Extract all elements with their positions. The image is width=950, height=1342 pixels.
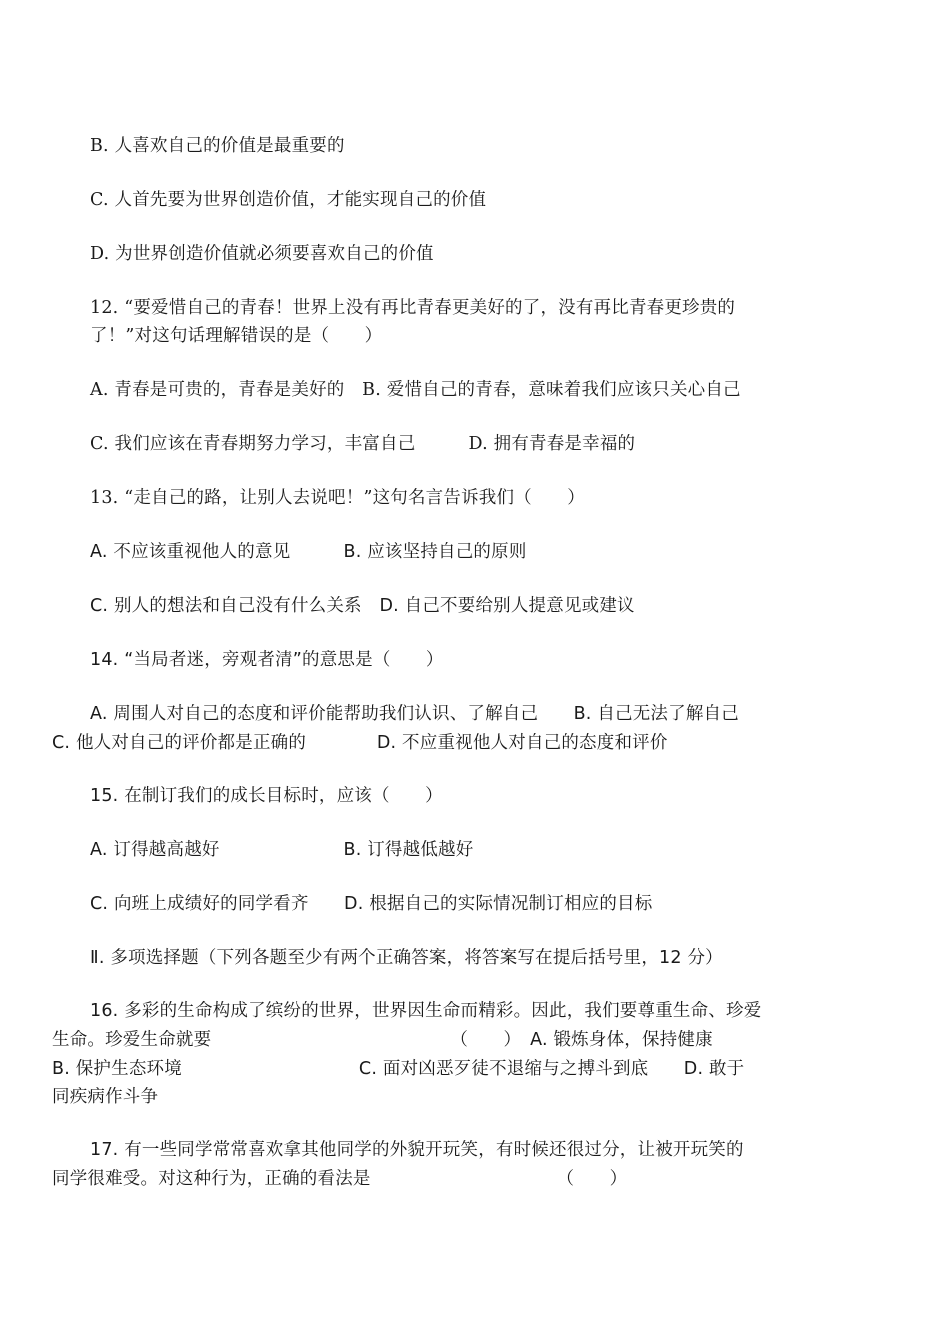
q17-line-2: 同学很难受。对这种行为，正确的看法是 （ ）	[52, 1169, 628, 1189]
q16-line-1: 16. 多彩的生命构成了缤纷的世界，世界因生命而精彩。因此，我们要尊重生命、珍爱	[90, 1001, 762, 1021]
q11-option-c: C. 人首先要为世界创造价值，才能实现自己的价值	[90, 190, 487, 210]
q14-stem: 14. “当局者迷，旁观者清”的意思是（ ）	[90, 650, 444, 670]
q11-option-d: D. 为世界创造价值就必须要喜欢自己的价值	[90, 244, 434, 264]
q13-stem: 13. “走自己的路，让别人去说吧！”这句名言告诉我们（ ）	[90, 488, 585, 508]
q12-options-c-d: C. 我们应该在青春期努力学习，丰富自己 D. 拥有青春是幸福的	[90, 434, 636, 454]
q13-options-c-d: C. 别人的想法和自己没有什么关系 D. 自己不要给别人提意见或建议	[90, 596, 635, 616]
q12-stem-line-2: 了！”对这句话理解错误的是（ ）	[90, 326, 383, 346]
q16-line-4: 同疾病作斗争	[52, 1087, 159, 1107]
q13-options-a-b: A. 不应该重视他人的意见 B. 应该坚持自己的原则	[90, 542, 527, 562]
q15-options-a-b: A. 订得越高越好 B. 订得越低越好	[90, 840, 474, 860]
q15-options-c-d: C. 向班上成绩好的同学看齐 D. 根据自己的实际情况制订相应的目标	[90, 894, 653, 914]
q14-options-a-b: A. 周围人对自己的态度和评价能帮助我们认识、了解自己 B. 自己无法了解自己	[90, 704, 739, 724]
q11-option-b: B. 人喜欢自己的价值是最重要的	[90, 136, 345, 156]
q12-stem-line-1: 12. “要爱惜自己的青春！世界上没有再比青春更美好的了，没有再比青春更珍贵的	[90, 298, 736, 318]
q17-line-1: 17. 有一些同学常常喜欢拿其他同学的外貌开玩笑，有时候还很过分，让被开玩笑的	[90, 1140, 744, 1160]
q16-line-2: 生命。珍爱生命就要 （ ） A. 锻炼身体，保持健康	[52, 1030, 713, 1050]
q12-options-a-b: A. 青春是可贵的，青春是美好的 B. 爱惜自己的青春，意味着我们应该只关心自己	[90, 380, 741, 400]
section-2-heading: Ⅱ. 多项选择题（下列各题至少有两个正确答案，将答案写在提后括号里，12 分）	[90, 948, 723, 968]
q14-options-c-d: C. 他人对自己的评价都是正确的 D. 不应重视他人对自己的态度和评价	[52, 733, 668, 753]
q12-stem	[90, 294, 735, 350]
q16-line-3: B. 保护生态环境 C. 面对凶恶歹徒不退缩与之搏斗到底 D. 敢于	[52, 1059, 745, 1079]
q15-stem: 15. 在制订我们的成长目标时，应该（ ）	[90, 786, 443, 806]
